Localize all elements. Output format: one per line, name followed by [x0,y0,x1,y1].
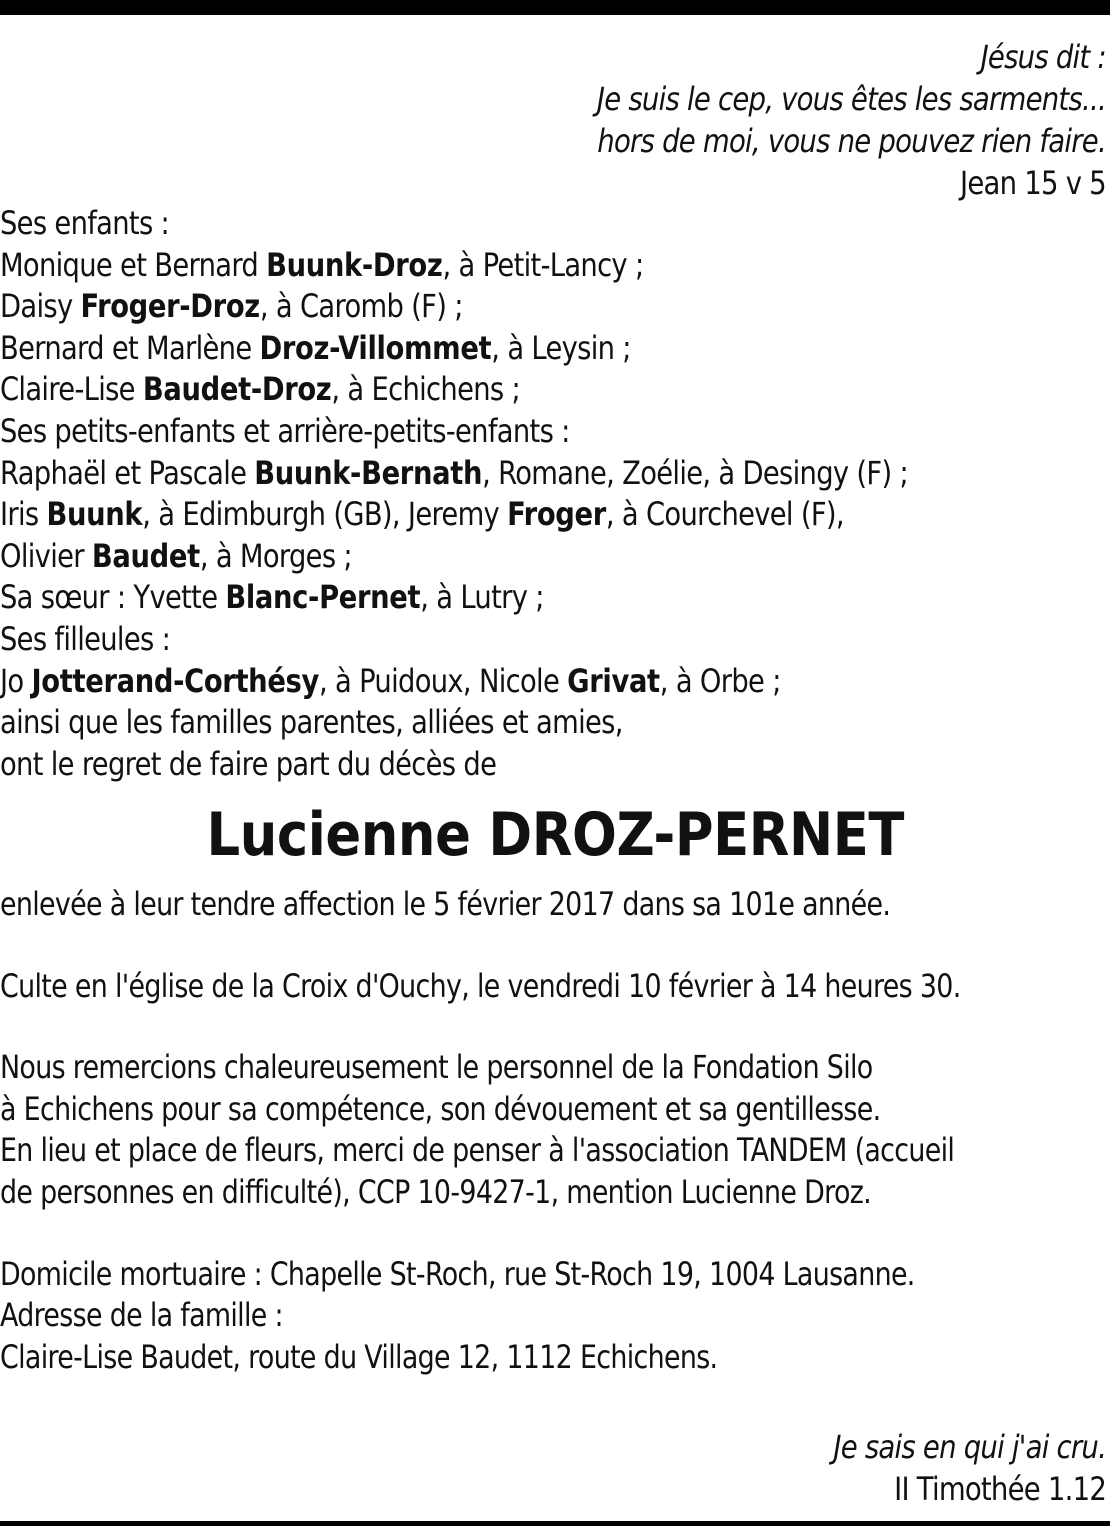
family-line: Claire-Lise Baudet-Droz, à Echichens ; [0,370,521,409]
quote-line: hors de moi, vous ne pouvez rien faire. [597,122,1106,160]
details [0,884,1109,1418]
children-label: Ses enfants : [0,204,170,242]
surname: Buunk [46,495,143,534]
quote-line: Je suis le cep, vous êtes les sarments... [596,80,1106,118]
family-line: Olivier Baudet, à Morges ; [0,536,352,575]
surname: Jotterand-Corthésy [31,661,319,700]
deceased-name: Lucienne DROZ-PERNET [206,800,904,870]
address-paragraph: Domicile mortuaire : Chapelle St-Roch, rue St-Roch 19, 1004 Lausanne. Adresse de la famille : Claire-Lise Baudet, route du Village 12, 1112 Echichens. [0,1254,915,1376]
family-line: Bernard et Marlène Droz-Villommet, à Leysin ; [0,328,631,367]
surname: Buunk-Droz [266,245,443,284]
family-line: Daisy Froger-Droz, à Caromb (F) ; [0,287,463,326]
top-rule [0,0,1110,15]
family-line: Monique et Bernard Buunk-Droz, à Petit-Lancy ; [0,245,644,284]
surname: Droz-Villommet [259,328,492,367]
family-line: Iris Buunk, à Edimburgh (GB), Jeremy Froger, à Courchevel (F), [0,495,844,534]
surname: Grivat [567,661,660,700]
footer-quote [833,1426,1106,1510]
surname: Froger-Droz [80,287,260,326]
surname: Froger [507,495,606,534]
surname: Blanc-Pernet [225,578,421,617]
thanks-paragraph: Nous remercions chaleureusement le personnel de la Fondation Silo à Echichens pour sa compétence, son dévouement et sa gentillesse. En lieu et place de fleurs, merci de penser à l'association TANDEM (accueil de personnes en difficulté), CCP 10-9427-1, mention Lucienne Droz. [0,1048,955,1211]
bottom-rule [0,1521,1110,1526]
header-quote [597,36,1106,204]
surname: Baudet-Droz [142,370,332,409]
quote-reference: Jean 15 v 5 [960,164,1106,202]
surname: Baudet [91,536,200,575]
quote-line: Jésus dit : [980,38,1106,76]
family-line: Jo Jotterand-Corthésy, à Puidoux, Nicole Grivat, à Orbe ; [0,661,781,700]
footer-quote-reference: II Timothée 1.12 [894,1470,1106,1508]
family-list [0,203,1110,785]
family-line: Sa sœur : Yvette Blanc-Pernet, à Lutry ; [0,578,544,617]
footer-quote-text: Je sais en qui j'ai cru. [833,1428,1106,1466]
death-paragraph: enlevée à leur tendre affection le 5 février 2017 dans sa 101e année. [0,885,891,923]
goddaughters-label: Ses filleules : [0,619,171,658]
closing-line: ont le regret de faire part du décès de [0,744,497,783]
closing-line: ainsi que les familles parentes, alliées et amies, [0,703,623,742]
family-line: Raphaël et Pascale Buunk-Bernath, Romane, Zoélie, à Desingy (F) ; [0,453,908,492]
surname: Buunk-Bernath [254,453,483,492]
grandchildren-label: Ses petits-enfants et arrière-petits-enfants : [0,411,570,450]
service-paragraph: Culte en l'église de la Croix d'Ouchy, le vendredi 10 février à 14 heures 30. [0,966,961,1005]
